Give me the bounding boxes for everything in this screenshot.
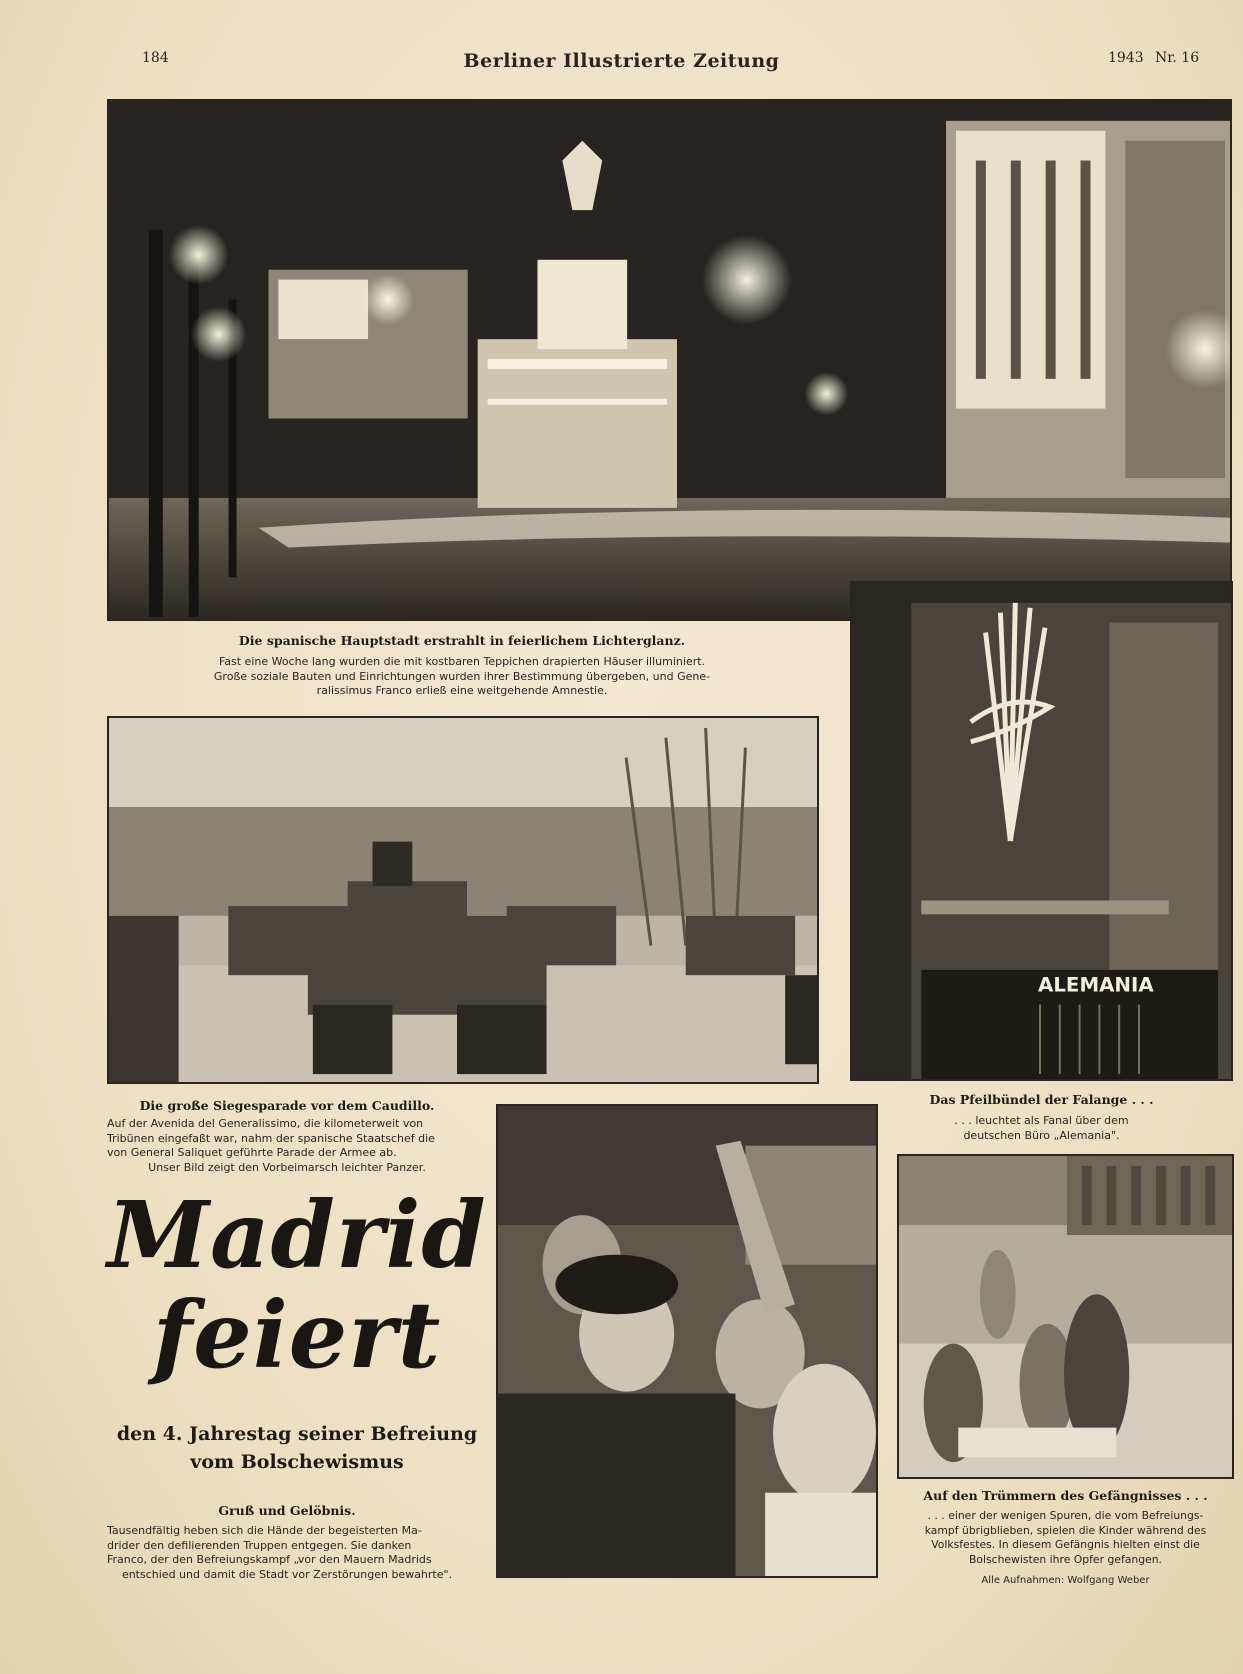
caption-line: Franco, der den Befreiungskampf „vor den Mauern Madrids bbox=[107, 1553, 432, 1566]
caption-title-falange: Das Pfeilbündel der Falange . . . bbox=[929, 1092, 1154, 1107]
caption-title-night: Die spanische Hauptstadt erstrahlt in feierlichem Lichterglanz. bbox=[238, 633, 686, 648]
caption-line: Tausendfältig heben sich die Hände der begeisterten Ma- bbox=[107, 1524, 422, 1537]
caption-line: kampf übrigblieben, spielen die Kinder während des bbox=[924, 1523, 1207, 1537]
photo-falange-sign bbox=[850, 581, 1233, 1081]
caption-text-children bbox=[897, 1509, 1234, 1567]
issue-number: Nr. 16 bbox=[1155, 50, 1200, 66]
subheadline-1: den 4. Jahrestag seiner Befreiung bbox=[116, 1423, 478, 1445]
caption-line: Große soziale Bauten und Einrichtungen wurden ihrer Bestimmung übergeben, und Gene- bbox=[213, 669, 711, 683]
photo-madrid-night bbox=[107, 99, 1232, 621]
page-number: 184 bbox=[142, 50, 169, 66]
caption-line: Volksfestes. In diesem Gefängnis hielten einst die bbox=[931, 1538, 1200, 1551]
caption-line: ralissimus Franco erließ eine weitgehende Amnestie. bbox=[316, 684, 608, 697]
caption-line: . . . einer der wenigen Spuren, die vom Befreiungs- bbox=[927, 1509, 1204, 1522]
photo-children-ruins bbox=[897, 1154, 1234, 1479]
caption-text-crowd bbox=[107, 1524, 467, 1582]
alemania-sign: ALEMANIA bbox=[1038, 973, 1154, 997]
caption-line: Unser Bild zeigt den Vorbeimarsch leichter Panzer. bbox=[148, 1160, 426, 1174]
caption-line: entschied und damit die Stadt vor Zerstörungen bewahrte". bbox=[121, 1567, 453, 1581]
caption-line: . . . leuchtet als Fanal über dem bbox=[954, 1114, 1129, 1127]
caption-text-night bbox=[147, 655, 777, 699]
caption-title-children: Auf den Trümmern des Gefängnisses . . . bbox=[923, 1488, 1208, 1503]
caption-title-parade: Die große Siegesparade vor dem Caudillo. bbox=[139, 1098, 435, 1113]
caption-line: Bolschewisten ihre Opfer gefangen. bbox=[969, 1552, 1162, 1566]
publication-title: Berliner Illustrierte Zeitung bbox=[463, 50, 780, 72]
caption-line: Tribünen eingefaßt war, nahm der spanische Staatschef die bbox=[107, 1131, 435, 1145]
photo-crowd-salute bbox=[496, 1104, 878, 1578]
photo-tank-parade bbox=[107, 716, 819, 1084]
caption-line: drider den defilierenden Truppen entgegen. Sie danken bbox=[107, 1538, 412, 1552]
subheadline-2: vom Bolschewismus bbox=[190, 1451, 404, 1473]
caption-line: von General Saliquet geführte Parade der Armee ab. bbox=[107, 1146, 397, 1159]
caption-text-falange bbox=[850, 1114, 1233, 1143]
headline-madrid: Madrid bbox=[107, 1181, 487, 1289]
issue-year: 1943 bbox=[1108, 50, 1144, 66]
headline-feiert: feiert bbox=[152, 1281, 442, 1389]
caption-title-crowd: Gruß und Gelöbnis. bbox=[218, 1503, 356, 1518]
photo-credit: Alle Aufnahmen: Wolfgang Weber bbox=[981, 1575, 1150, 1586]
caption-line: Fast eine Woche lang wurden die mit kostbaren Teppichen drapierten Häuser illuminiert. bbox=[218, 655, 706, 668]
caption-line: deutschen Büro „Alemania". bbox=[963, 1128, 1120, 1142]
caption-text-parade bbox=[107, 1117, 467, 1175]
caption-line: Auf der Avenida del Generalissimo, die kilometerweit von bbox=[107, 1117, 424, 1130]
